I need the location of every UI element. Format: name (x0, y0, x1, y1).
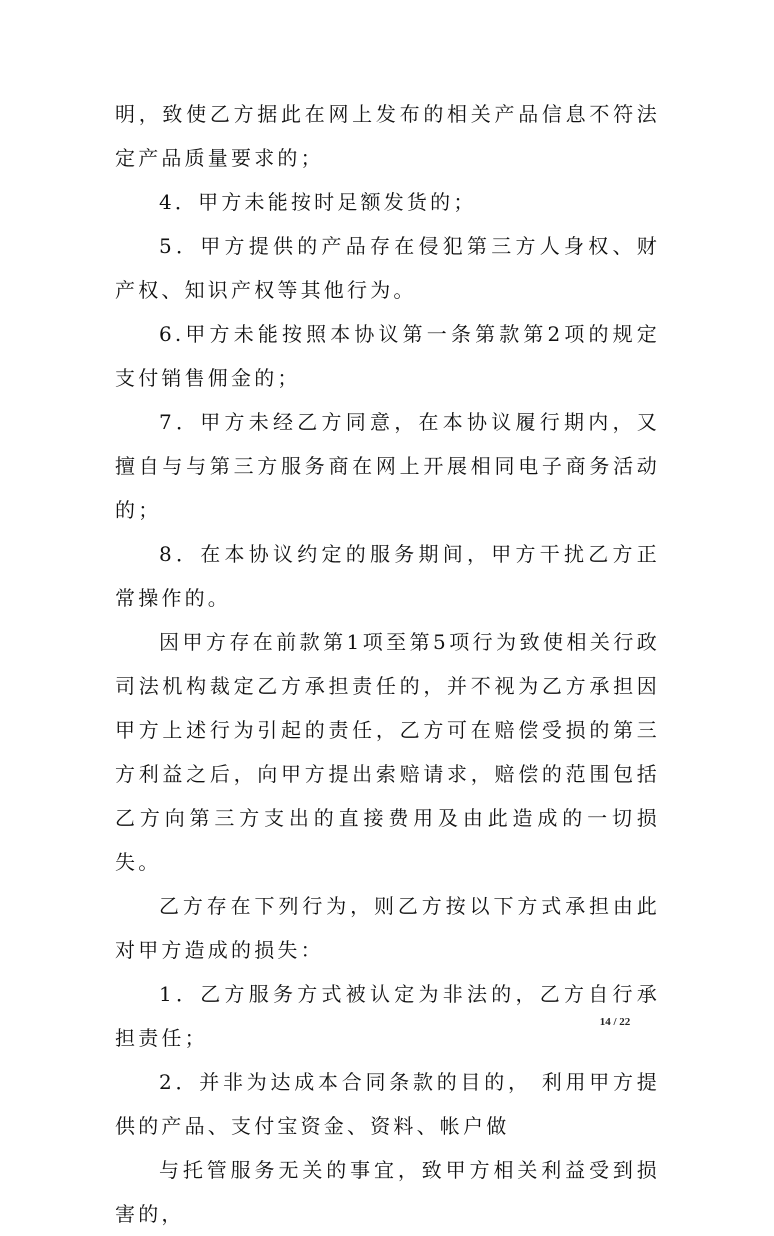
paragraph: 2．并非为达成本合同条款的目的， 利用甲方提供的产品、支付宝资金、资料、帐户做 (115, 1070, 660, 1138)
paragraph: 1．乙方服务方式被认定为非法的，乙方自行承担责任； (115, 982, 660, 1050)
paragraph: 7．甲方未经乙方同意，在本协议履行期内，又擅自与与第三方服务商在网上开展相同电子商务活动的； (115, 410, 660, 522)
document-body (115, 92, 660, 1236)
paragraph: 明，致使乙方据此在网上发布的相关产品信息不符法定产品质量要求的； (115, 102, 660, 170)
paragraph: 与托管服务无关的事宜，致甲方相关利益受到损害的， (115, 1158, 660, 1226)
paragraph: 4．甲方未能按时足额发货的； (159, 190, 477, 214)
paragraph: 因甲方存在前款第1项至第5项行为致使相关行政司法机构裁定乙方承担责任的，并不视为乙方承担因甲方上述行为引起的责任，乙方可在赔偿受损的第三方利益之后，向甲方提出索赔请求，赔偿的范围包括乙方向第三方支出的直接费用及由此造成的一切损失。 (115, 630, 660, 874)
paragraph: 乙方存在下列行为，则乙方按以下方式承担由此对甲方造成的损失： (115, 894, 660, 962)
paragraph: 5．甲方提供的产品存在侵犯第三方人身权、财产权、知识产权等其他行为。 (115, 234, 660, 302)
page-number: 14 / 22 (599, 1016, 631, 1028)
paragraph: 6.甲方未能按照本协议第一条第款第2项的规定支付销售佣金的； (115, 322, 660, 390)
paragraph: 8．在本协议约定的服务期间，甲方干扰乙方正常操作的。 (115, 542, 660, 610)
